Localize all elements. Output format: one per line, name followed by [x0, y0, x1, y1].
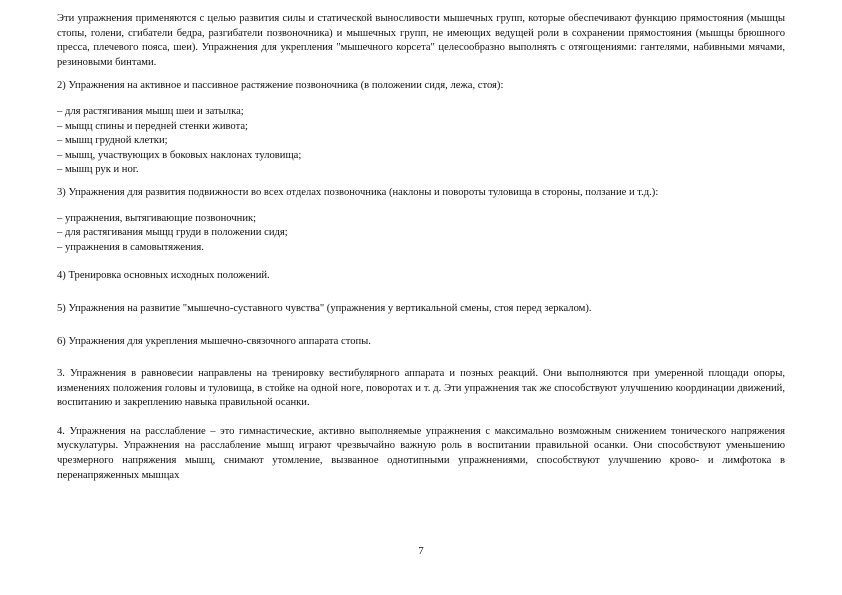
item-4-heading: 4) Тренировка основных исходных положений.	[57, 270, 270, 282]
list-item: – для растягивания мыщц груди в положении сидя;	[57, 227, 288, 239]
intro-paragraph: Эти упражнения применяются с целью развития силы и статической выносливости мышечных групп, которые обеспечивают функцию прямостояния (мышцы стопы, голени, сгибатели бедра, разгибатели позвоночника) и мышечных групп, не имеющих ведущей роли в сохранении прямостояния (мышцы брюшного пресса, плечевого пояса, шеи). Упражнения для укрепления "мышечного корсета" целесообразно выполнять с отягощениями: гантелями, набивными мячами, резиновыми бинтами.	[57, 13, 785, 68]
section-3-paragraph: 3. Упражнения в равновесии направлены на тренировку вестибулярного аппарата и позных реакций. Они выполняются при умеренной площади опоры, изменениях положения головы и туловища, в стойке на одной ноге, поворотах и т. д. Эти упражнения так же способствуют улучшению координации движений, воспитанию и закреплению навыка правильной осанки.	[57, 368, 785, 409]
stretching-list	[57, 105, 785, 178]
section-4-paragraph: 4. Упражнения на расслабление – это гимнастические, активно выполняемые упражнения с максимально возможным снижением тонического напряжения мускулатуры. Упражнения на расслабление мышц играют чрезвычайно важную роль в воспитании правильной осанки. Они способствуют уменьшению чрезмерного напряжения мышц, снимают утомление, вызванное однотипными упражнениями, способствуют улучшению крово- и лимфотока в перенапряженных мышцах	[57, 425, 785, 481]
list-item: – для растягивания мышц шеи и затылка;	[57, 105, 244, 117]
item-5-heading: 5) Упражнения на развитие "мышечно-суставного чувства" (упражнения у вертикальной смены, стоя перед зеркалом).	[57, 302, 592, 314]
list-item: – упражнения, вытягивающие позвоночник;	[57, 212, 257, 224]
list-item: – мыщц спины и передней стенки живота;	[57, 120, 248, 132]
page-number: 7	[418, 545, 424, 557]
document-page	[57, 12, 785, 492]
item-6-heading: 6) Упражнения для укрепления мышечно-связочного аппарата стопы.	[57, 335, 371, 347]
mobility-list	[57, 212, 785, 256]
list-item: – мышц грудной клетки;	[57, 135, 168, 147]
list-item: – упражнения в самовытяжения.	[57, 241, 204, 253]
item-2-heading: 2) Упражнения на активное и пассивное растяжение позвоночника (в положении сидя, лежа, стоя):	[57, 80, 504, 92]
list-item: – мышц рук и ног.	[57, 164, 139, 176]
item-3-heading: 3) Упражнения для развития подвижности во всех отделах позвоночника (наклоны и повороты туловища в стороны, ползание и т.д.):	[57, 186, 659, 198]
list-item: – мышц, участвующих в боковых наклонах туловища;	[57, 149, 302, 161]
